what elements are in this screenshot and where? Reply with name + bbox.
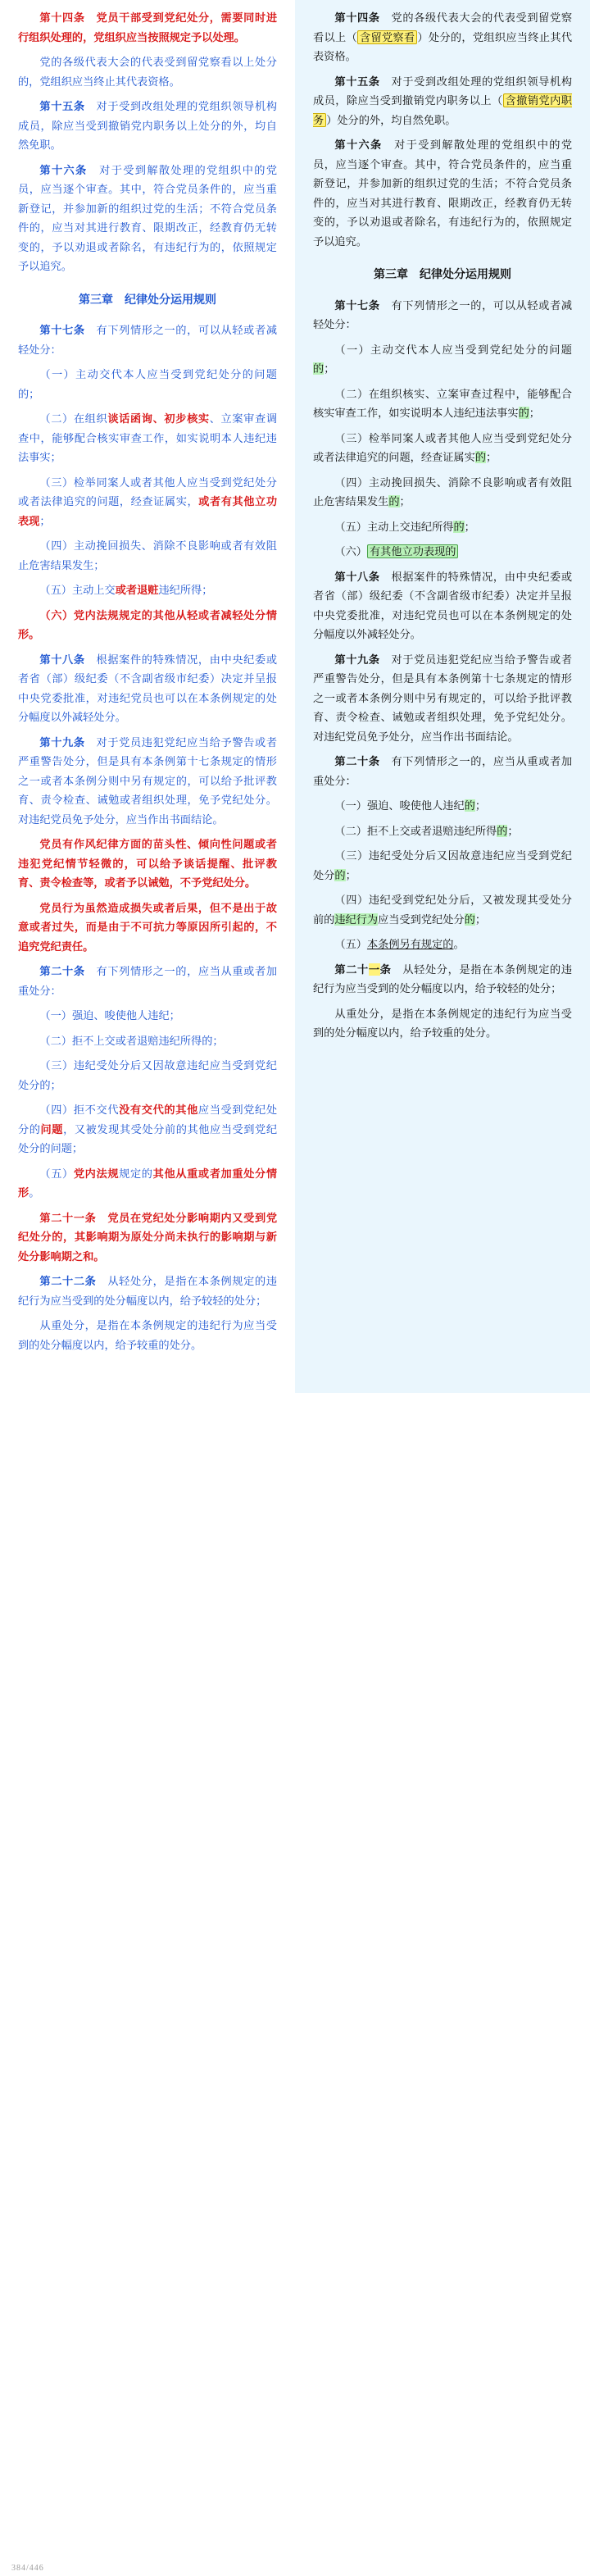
paragraph: （五）主动上交或者退赃违纪所得； (39, 584, 213, 597)
chapter-heading: 第三章 纪律处分运用规则 (79, 294, 216, 307)
paragraph: 第十八条 根据案件的特殊情况，由中央纪委或者省（部）级纪委（不含副省级市纪委）决定并呈报中央党委批准，对违纪党员也可以在本条例规定的处分幅度以外减轻处分。 (18, 653, 278, 724)
paragraph: 党员有作风纪律方面的苗头性、倾向性问题或者违犯党纪情节轻微的，可以给予谈话提醒、批评教育、责令检查等，或者予以诫勉，不予党纪处分。 (18, 838, 277, 890)
paragraph: 第二十一条 党员在党纪处分影响期内又受到党纪处分的，其影响期为原处分尚未执行的影响期与新处分影响期之和。 (18, 1211, 278, 1263)
paragraph: 党员行为虽然造成损失或者后果，但不是出于故意或者过失，而是由于不可抗力等原因所引起的，不追究党纪责任。 (18, 901, 277, 953)
paragraph: （三）检举同案人或者其他人应当受到党纪处分或者法律追究的问题，经查证属实，或者有其他立功表现； (18, 476, 278, 527)
paragraph: 第十四条 党的各级代表大会的代表受到留党察看以上（ 含留党察看 ）处分的，党组织应当终止其代表资格。 (313, 11, 573, 62)
paragraph: （四）违纪受到党纪处分后，又被发现其受处分前的违纪行为应当受到党纪处分的； (313, 894, 572, 926)
paragraph: 第二十二条 从轻处分，是指在本条例规定的违纪行为应当受到的处分幅度以内，给予较轻的处分； (18, 1275, 278, 1307)
paragraph: （一）主动交代本人应当受到党纪处分的问题的； (18, 368, 277, 400)
page-number: 384/446 (11, 2564, 44, 2573)
paragraph: （二）在组织谈话函询、初步核实、立案审查调查中，能够配合核实审查工作，如实说明本人违纪违法事实； (18, 412, 278, 464)
paragraph: （四）拒不交代没有交代的其他应当受到党纪处分的问题，又被发现其受处分前的其他应当受到党纪处分的问题； (18, 1104, 278, 1155)
paragraph: 第十六条 对于受到解散处理的党组织中的党员，应当逐个审查。其中，符合党员条件的，应当重新登记，并参加新的组织过党的生活；不符合党员条件的，应当对其进行教育、限期改正，经教育仍无转变的，予以劝退或者除名，有违纪行为的，依照规定予以追究。 (313, 139, 573, 248)
paragraph: （二）拒不上交或者退赔违纪所得的； (39, 1034, 224, 1047)
paragraph: 第二十条 有下列情形之一的，应当从重或者加重处分： (313, 755, 573, 787)
paragraph: （三）检举同案人或者其他人应当受到党纪处分或者法律追究的问题，经查证属实的； (313, 431, 572, 464)
paragraph: （二）拒不上交或者退赔违纪所得的； (334, 824, 519, 837)
paragraph: （六） 有其他立功表现的 (313, 542, 572, 562)
paragraph: （五）本条例另有规定的。 (334, 938, 465, 951)
paragraph: 第十四条 党员干部受到党纪处分，需要同时进行组织处理的，党组织应当按照规定予以处理。 (18, 11, 278, 43)
paragraph: （一）强迫、唆使他人违纪； (39, 1009, 180, 1022)
paragraph: （五）主动上交违纪所得的； (334, 520, 475, 533)
paragraph: （三）违纪受处分后又因故意违纪应当受到党纪处分的； (18, 1059, 277, 1091)
paragraph: （四）主动挽回损失、消除不良影响或者有效阻止危害结果发生； (18, 539, 277, 571)
paragraph: （五）党内法规规定的其他从重或者加重处分情形。 (18, 1167, 278, 1199)
paragraph: 党的各级代表大会的代表受到留党察看以上处分的，党组织应当终止其代表资格。 (18, 56, 277, 88)
paragraph: 第十五条 对于受到改组处理的党组织领导机构成员，除应当受到撤销党内职务以上（ 含撤销党内职务 ）处分的外，均自然免职。 (313, 75, 573, 126)
paragraph: 第十八条 根据案件的特殊情况，由中央纪委或者省（部）级纪委（不含副省级市纪委）决定并呈报中央党委批准，对违纪党员也可以在本条例规定的处分幅度以外减轻处分。 (313, 570, 573, 641)
paragraph: （二）在组织核实、立案审查过程中，能够配合核实审查工作，如实说明本人违纪违法事实的； (313, 387, 572, 420)
paragraph: （六）党内法规规定的其他从轻或者减轻处分情形。 (18, 608, 277, 641)
paragraph: 从重处分，是指在本条例规定的违纪行为应当受到的处分幅度以内，给予较重的处分。 (313, 1007, 572, 1040)
paragraph: （一）强迫、唆使他人违纪的； (334, 799, 487, 812)
paragraph: （四）主动挽回损失、消除不良影响或者有效阻止危害结果发生的； (313, 476, 572, 508)
paragraph: （三）违纪受处分后又因故意违纪应当受到党纪处分的； (313, 849, 572, 881)
left-column-revised-text (0, 0, 295, 1393)
paragraph: 第十五条 对于受到改组处理的党组织领导机构成员，除应当受到撤销党内职务以上处分的外，均自然免职。 (18, 100, 278, 151)
chapter-heading: 第三章 纪律处分运用规则 (374, 269, 511, 281)
right-column-original-text (295, 0, 590, 1393)
paragraph: 第二十一条 从轻处分，是指在本条例规定的违纪行为应当受到的处分幅度以内，给予较轻的处分； (313, 963, 573, 995)
paragraph: 第二十条 有下列情形之一的，应当从重或者加重处分： (18, 965, 278, 997)
paragraph: 第十九条 对于党员违犯党纪应当给予警告或者严重警告处分，但是具有本条例第十七条规定的情形之一或者本条例分则中另有规定的，可以给予批评教育、责令检查、诫勉或者组织处理，免予党纪处分。对违纪党员免予处分，应当作出书面结论。 (18, 735, 278, 826)
paragraph: 第十六条 对于受到解散处理的党组织中的党员，应当逐个审查。其中，符合党员条件的，应当重新登记，并参加新的组织过党的生活；不符合党员条件的，应当对其进行教育、限期改正，经教育仍无转变的，予以劝退或者除名，有违纪行为的，依照规定予以追究。 (18, 163, 278, 272)
paragraph: 第十七条 有下列情形之一的，可以从轻或者减轻处分： (18, 324, 278, 356)
paragraph: 从重处分，是指在本条例规定的违纪行为应当受到的处分幅度以内，给予较重的处分。 (18, 1319, 277, 1351)
paragraph: 第十九条 对于党员违犯党纪应当给予警告或者严重警告处分，但是具有本条例第十七条规定的情形之一或者本条例分则中另有规定的，可以给予批评教育、责令检查、诫勉或者组织处理，免予党纪处分。对违纪党员免予处分，应当作出书面结论。 (313, 653, 573, 743)
paragraph: 第十七条 有下列情形之一的，可以从轻或者减轻处分： (313, 298, 573, 331)
paragraph: （一）主动交代本人应当受到党纪处分的问题的； (313, 343, 572, 375)
